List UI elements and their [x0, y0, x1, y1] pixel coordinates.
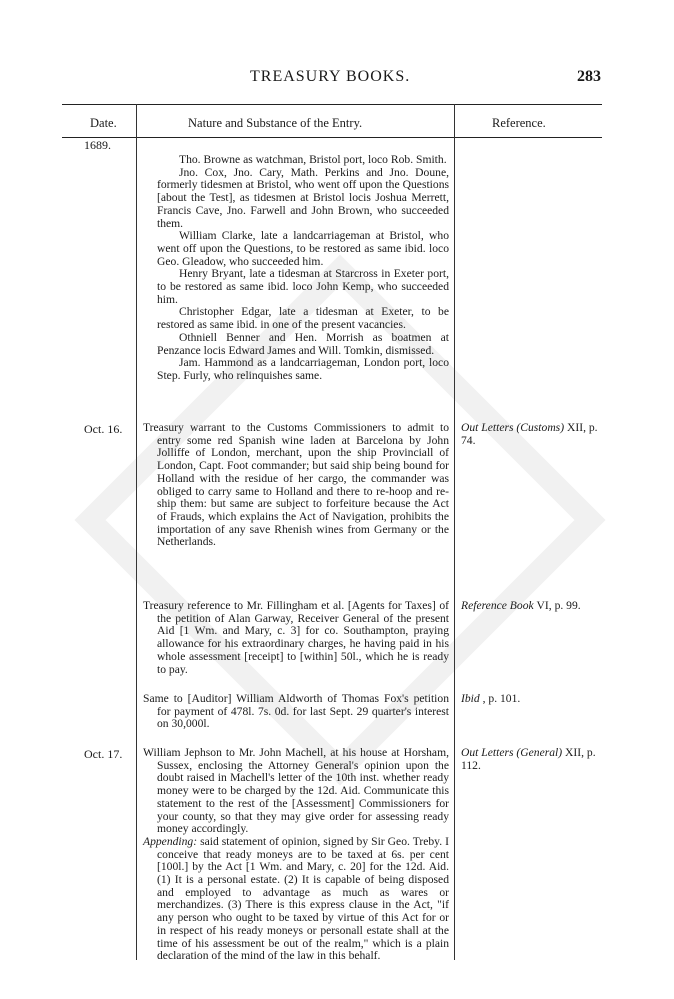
entry-body: Treasury reference to Mr. Fillingham et al. [Agents for Taxes] of the petition of Alan Garway, Receiver General of the present Aid [1 Wm. and Mary, c. 3] for co. Southampton, praying allowance for his extraordinary charges, he having paid in his whole assessment [receipt] to [within] 50l., which he is ready to pay. [143, 599, 449, 676]
reference-location: XII, p. 112. [461, 746, 596, 772]
appointment-entry: Jam. Hammond as a landcarriageman, London port, loco Step. Furly, who relinquishes same. [157, 356, 449, 382]
reference-location: , p. 101. [482, 692, 521, 705]
column-divider-right [454, 104, 455, 960]
column-header-reference: Reference. [492, 116, 546, 130]
reference-location: XII, p. 74. [461, 421, 598, 447]
entry-text [143, 422, 449, 549]
top-rule [62, 104, 602, 105]
appointments-block [157, 154, 449, 383]
entry-body: Same to [Auditor] William Aldworth of Thomas Fox's petition for payment of 478l. 7s. 0d. for last Sept. 29 quarter's interest on 30,000l. [143, 692, 449, 731]
entry-date: Oct. 16. [84, 422, 123, 436]
page-number: 283 [577, 68, 601, 85]
entry-reference [461, 422, 611, 447]
column-header-nature: Nature and Substance of the Entry. [188, 116, 363, 130]
entry-reference [461, 600, 611, 613]
appointment-entry: Othniell Benner and Hen. Morrish as boatmen at Penzance locis Edward James and Will. Tomkin, dismissed. [157, 330, 449, 357]
entry-text [143, 693, 449, 731]
entry-reference [461, 693, 611, 706]
entry-text [143, 600, 449, 676]
column-divider-left [136, 104, 137, 960]
appointment-entry: Tho. Browne as watchman, Bristol port, loco Rob. Smith. [179, 153, 447, 166]
reference-source: Ibid [461, 692, 480, 705]
appending-text: said statement of opinion, signed by Sir Geo. Treby. I conceive that ready moneys are to be taxed at 6s. per cent [100l.] by the Act [1 Wm. and Mary, c. 20] for the 12d. Aid. (1) It is a personal estate. (2) It is capable of being disposed and employed to advantage as much as wares or merchandizes. (3) There is this express clause in the Act, "if any person who ought to be taxed by virtue of this Act for or in respect of his ready moneys or personall estate shall at the time of his assessment be out of the realm," which is a plain declaration of the mind of the law in this behalf. [157, 834, 449, 963]
entry-reference [461, 747, 611, 772]
appending-label: Appending: [143, 834, 198, 848]
year-label: 1689. [84, 138, 111, 152]
appointment-entry: Henry Bryant, late a tidesman at Starcross in Exeter port, to be restored as same ibid. loco John Kemp, who succeeded him. [157, 267, 449, 306]
column-header-date: Date. [90, 116, 117, 130]
appending-paragraph [143, 836, 449, 963]
header-rule [62, 137, 602, 138]
appointment-entry: William Clarke, late a landcarriageman at Bristol, who went off upon the Questions, to be restored as same ibid. loco Geo. Gleadow, who succeeded him. [157, 229, 449, 268]
reference-source: Reference Book [461, 599, 534, 612]
appointment-entry: Christopher Edgar, late a tidesman at Exeter, to be restored as same ibid. in one of the present vacancies. [157, 305, 449, 332]
entry-text [143, 747, 449, 963]
reference-source: Out Letters (Customs) [461, 421, 565, 434]
appointment-entry: Jno. Cox, Jno. Cary, Math. Perkins and Jno. Doune, formerly tidesmen at Bristol, who went off upon the Questions [about the Test], as tidesmen at Bristol locis Joshua Merrett, Francis Cave, Jno. Farwell and John Brown, who succeeded them. [157, 165, 449, 230]
entry-date: Oct. 17. [84, 747, 123, 761]
running-title: TREASURY BOOKS. [250, 68, 411, 85]
entry-body: William Jephson to Mr. John Machell, at his house at Horsham, Sussex, enclosing the Attorney General's opinion upon the doubt raised in Machell's letter of the 10th inst. whether ready money were to be charged by the 12d. Aid. Communicate this statement to the rest of the [Assessment] Commissioners for your county, so that they may give order for assessing ready money accordingly. [143, 746, 449, 836]
entry-body: Treasury warrant to the Customs Commissioners to admit to entry some red Spanish wine laden at Barcelona by John Jolliffe of London, merchant, upon the ship Provinciall of London, Capt. Foot commander; but said ship being bound for Holland with the residue of her cargo, the commander was obliged to carry same to Holland and there to re-hoop and re-ship them: but same are subject to forfeiture because the Act of Frauds, which explains the Act of Navigation, prohibits the importation of any save Rhenish wines from Germany or the Netherlands. [143, 421, 449, 549]
reference-location: VI, p. 99. [536, 599, 581, 612]
reference-source: Out Letters (General) [461, 746, 563, 759]
